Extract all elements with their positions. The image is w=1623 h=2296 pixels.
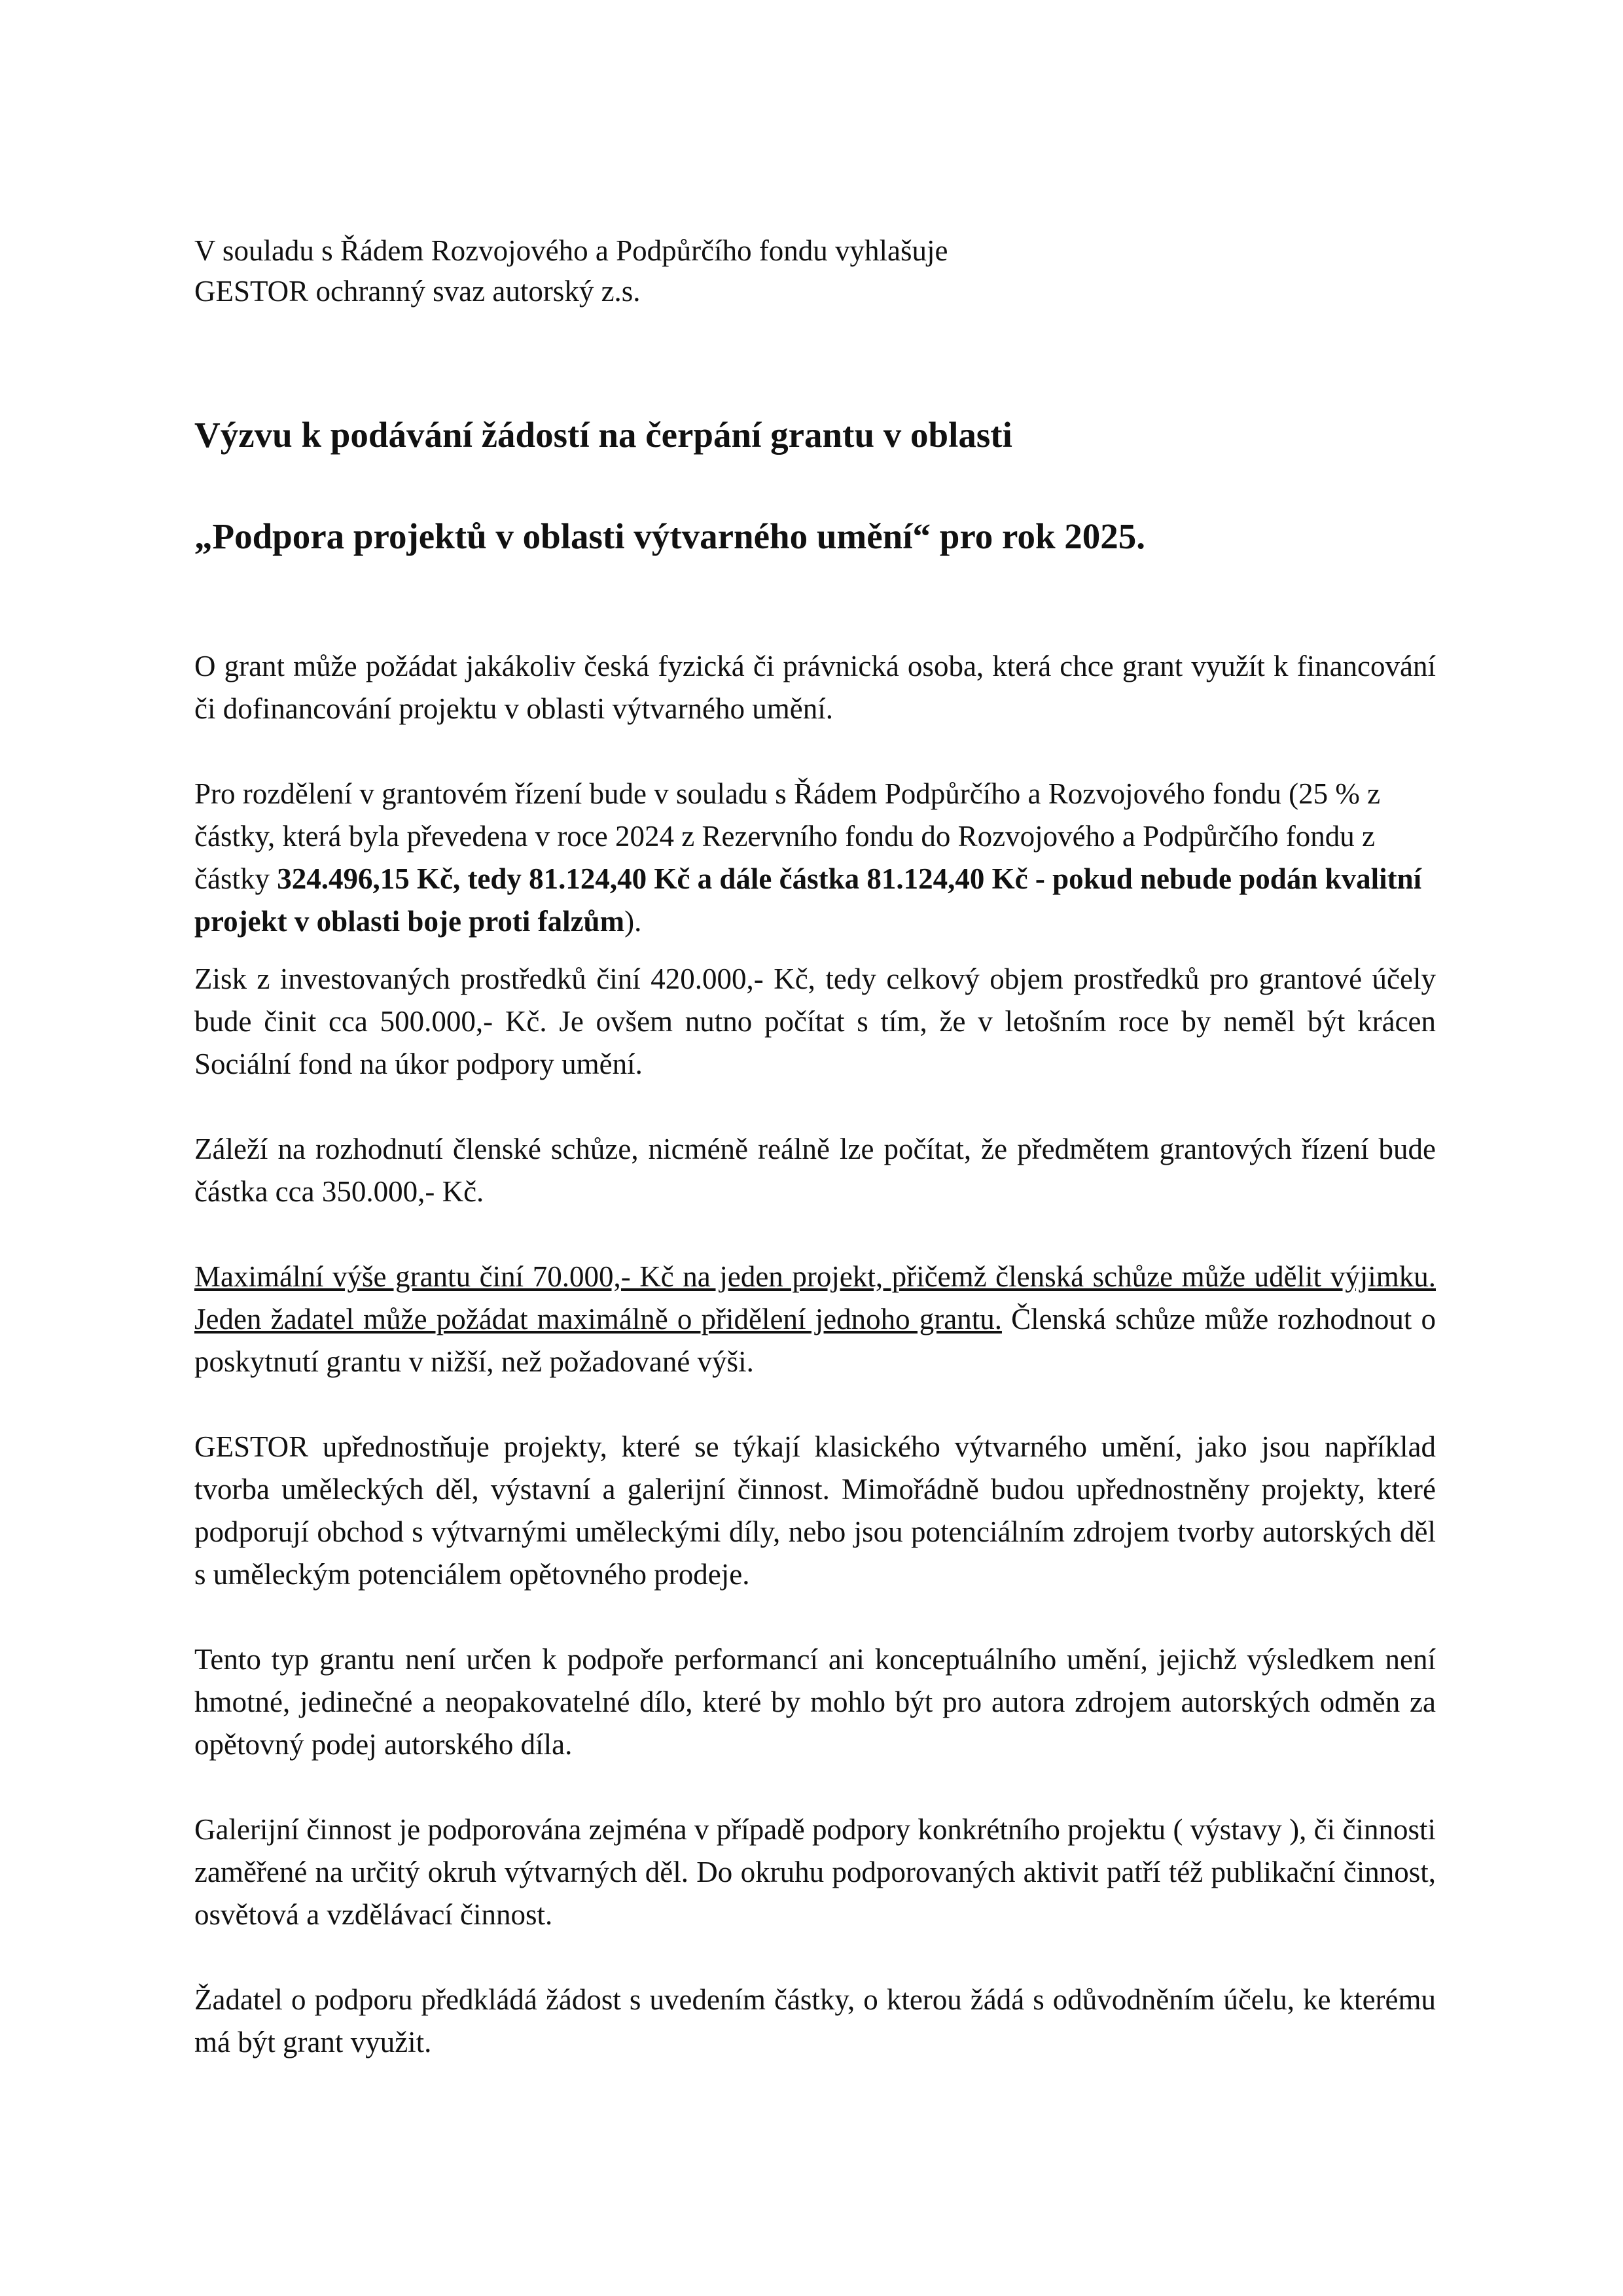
allocation-text-end: ).: [624, 905, 642, 938]
paragraph-investment: Zisk z investovaných prostředků činí 420.000,- Kč, tedy celkový objem prostředků pro grantové účely bude činit cca 500.000,- Kč. Je ovšem nutno počítat s tím, že v letošním roce by neměl být krácen Sociální fond na úkor podpory umění.: [194, 963, 1436, 1080]
intro-block: [194, 230, 1438, 311]
paragraph-eligibility: O grant může požádat jakákoliv česká fyzická či právnická osoba, která chce grant využít k financování či dofinancování projektu v oblasti výtvarného umění.: [194, 650, 1436, 725]
paragraph-allocation: [194, 773, 1436, 943]
body-section-1: [194, 645, 1436, 943]
allocation-amounts: 324.496,15 Kč, tedy 81.124,40 Kč a dále částka 81.124,40 Kč - pokud nebude podán kvalitní projekt v oblasti boje proti falzům: [194, 862, 1422, 938]
paragraph-gallery-activity: Galerijní činnost je podporována zejména v případě podpory konkrétního projektu ( výstavy ), či činnosti zaměřené na určitý okruh výtvarných děl. Do okruhu podporovaných aktivit patří též publikační činnost, osvětová a vzdělávací činnost.: [194, 1813, 1436, 1931]
paragraph-maximum-grant: [194, 1256, 1436, 1383]
paragraph-application: Žadatel o podporu předkládá žádost s uvedením částky, o kterou žádá s odůvodněním účelu, ke kterému má být grant využit.: [194, 1983, 1436, 2058]
paragraph-priorities: GESTOR upřednostňuje projekty, které se týkají klasického výtvarného umění, jako jsou například tvorba uměleckých děl, výstavní a galerijní činnost. Mimořádně budou upřednostněny projekty, které podporují obchod s výtvarnými uměleckými díly, nebo jsou potenciálním zdrojem tvorby autorských děl s uměleckým potenciálem opětovného prodeje.: [194, 1430, 1436, 1591]
program-title: „Podpora projektů v oblasti výtvarného umění“ pro rok 2025.: [194, 516, 1146, 556]
maximum-grant-rest: Členská schůze může rozhodnout o poskytnutí grantu v nižší, než požadované výši.: [194, 1303, 1436, 1378]
body-section-2: [194, 958, 1436, 2064]
call-heading: Výzvu k podávání žádostí na čerpání grantu v oblasti: [194, 415, 1012, 455]
allocation-text-start: Pro rozdělení v grantovém řízení bude v souladu s Řádem Podpůrčího a Rozvojového fondu (25 % z částky, která byla převedena v roce 2024 z Rezervního fondu do Rozvojového a Podpůrčího fondu z částky: [194, 777, 1381, 895]
intro-line-1: V souladu s Řádem Rozvojového a Podpůrčího fondu vyhlašuje: [194, 234, 948, 267]
maximum-grant-underlined: Maximální výše grantu činí 70.000,- Kč na jeden projekt, přičemž členská schůze může udělit výjimku. Jeden žadatel může požádat maximálně o přidělení jednoho grantu.: [194, 1260, 1436, 1335]
intro-line-2: GESTOR ochranný svaz autorský z.s.: [194, 275, 641, 308]
paragraph-meeting-decision: Záleží na rozhodnutí členské schůze, nicméně reálně lze počítat, že předmětem grantových řízení bude částka cca 350.000,- Kč.: [194, 1133, 1436, 1208]
paragraph-exclusions: Tento typ grantu není určen k podpoře performancí ani konceptuálního umění, jejichž výsledkem není hmotné, jedinečné a neopakovatelné dílo, které by mohlo být pro autora zdrojem autorských odměn za opětovný podej autorského díla.: [194, 1643, 1436, 1761]
